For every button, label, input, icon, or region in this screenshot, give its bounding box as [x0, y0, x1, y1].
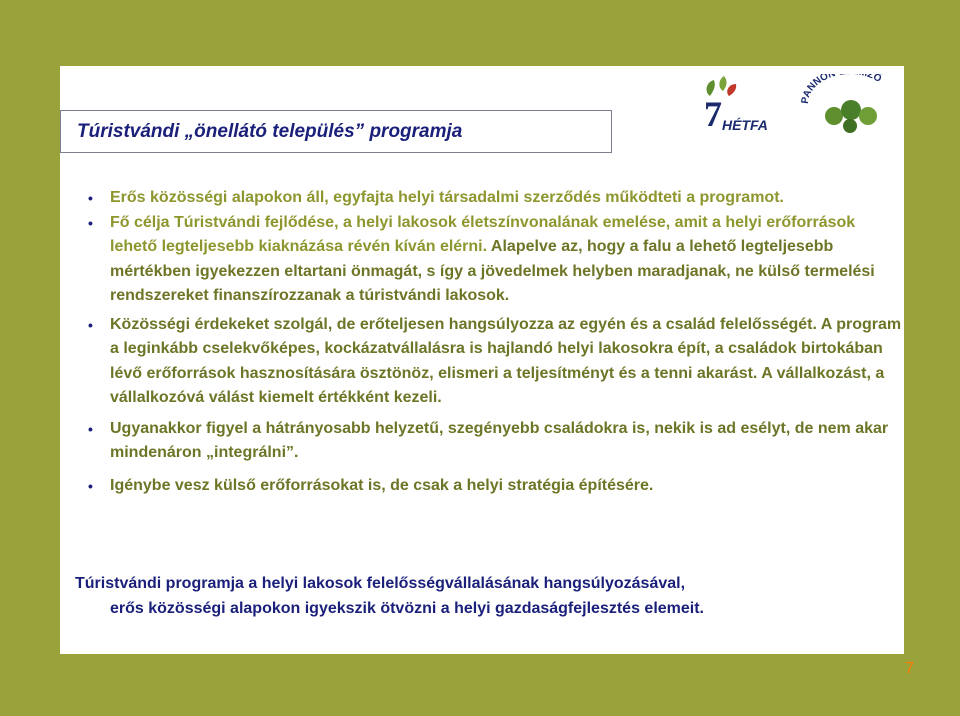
bullet-text: Fő célja Túristvándi fejlődése, a helyi lakosok életszínvonalának emelése, amit a helyi erőforrások lehető legteljesebb kiaknázása révén kíván elérni.: [110, 213, 856, 255]
bullet-item: [60, 313, 904, 411]
leaf-icon: [843, 119, 857, 133]
bullet-dot: •: [88, 190, 93, 206]
bullet-dot: •: [88, 214, 93, 231]
bullet-item: [60, 417, 904, 466]
leaf-icon: [825, 107, 843, 125]
bullet-text: Közösségi érdekeket szolgál, de erőteljesen hangsúlyozza az egyén és a család felelősségét. A program a leginkább cselekvőképes, kockázatvállalásra is hajlandó helyi lakosokra épít, a családok birtokában lévő erőforrások hasznosítására ösztönöz, elismeri a teljesítményt és a tenni akarást. A vállalkozást, a vállalkozóvá válást kiemelt értékként kezeli.: [110, 315, 902, 406]
leaf-icon: [841, 100, 861, 120]
bullet-item: [60, 211, 904, 309]
bullet-text: Erős közösségi alapokon áll, egyfajta helyi társadalmi szerződés működteti a programot.: [110, 189, 784, 206]
bullet-item: [60, 186, 904, 211]
bullet-text: Ugyanakkor figyel a hátrányosabb helyzetű, szegényebb családokra is, nekik is ad esélyt, de nem akar mindenáron „integrálni”.: [110, 419, 889, 461]
leaf-icon: [719, 76, 726, 91]
slide-title: Túristvándi „önellátó település” programja: [77, 121, 463, 142]
leaf-icon: [727, 84, 736, 96]
bullet-dot: •: [88, 316, 93, 333]
bullet-text: Igénybe vesz külső erőforrásokat is, de csak a helyi stratégia építésére.: [110, 476, 654, 494]
slide: [60, 66, 904, 654]
title-box: [60, 110, 612, 153]
page-number: 7: [905, 660, 914, 677]
logos: [696, 74, 901, 134]
closing-line: erős közösségi alapokon igyekszik ötvözni a helyi gazdaságfejlesztés elemeit.: [110, 599, 704, 617]
pannon-text: PANNON ZŐ: [799, 74, 884, 105]
leaf-icon: [859, 107, 877, 125]
hetfa-text: HÉTFA: [722, 117, 768, 133]
bullet-list: [60, 186, 904, 502]
closing-statement: [75, 572, 895, 621]
bullet-item: [60, 474, 904, 499]
hetfa-logo: [696, 74, 901, 134]
bullet-dot: •: [88, 420, 93, 437]
hetfa-digit: 7: [704, 94, 722, 134]
bullet-dot: •: [88, 477, 93, 494]
closing-line: Túristvándi programja a helyi lakosok felelősségvállalásának hangsúlyozásával,: [75, 575, 686, 592]
bullet-text: Alapelve az, hogy a falu a lehető legteljesebb mértékben igyekezzen eltartani önmagát, s így a jövedelmek helyben maradjanak, ne külső termelési rendszereket finanszírozzanak a túristvándi lakosok.: [110, 238, 875, 304]
